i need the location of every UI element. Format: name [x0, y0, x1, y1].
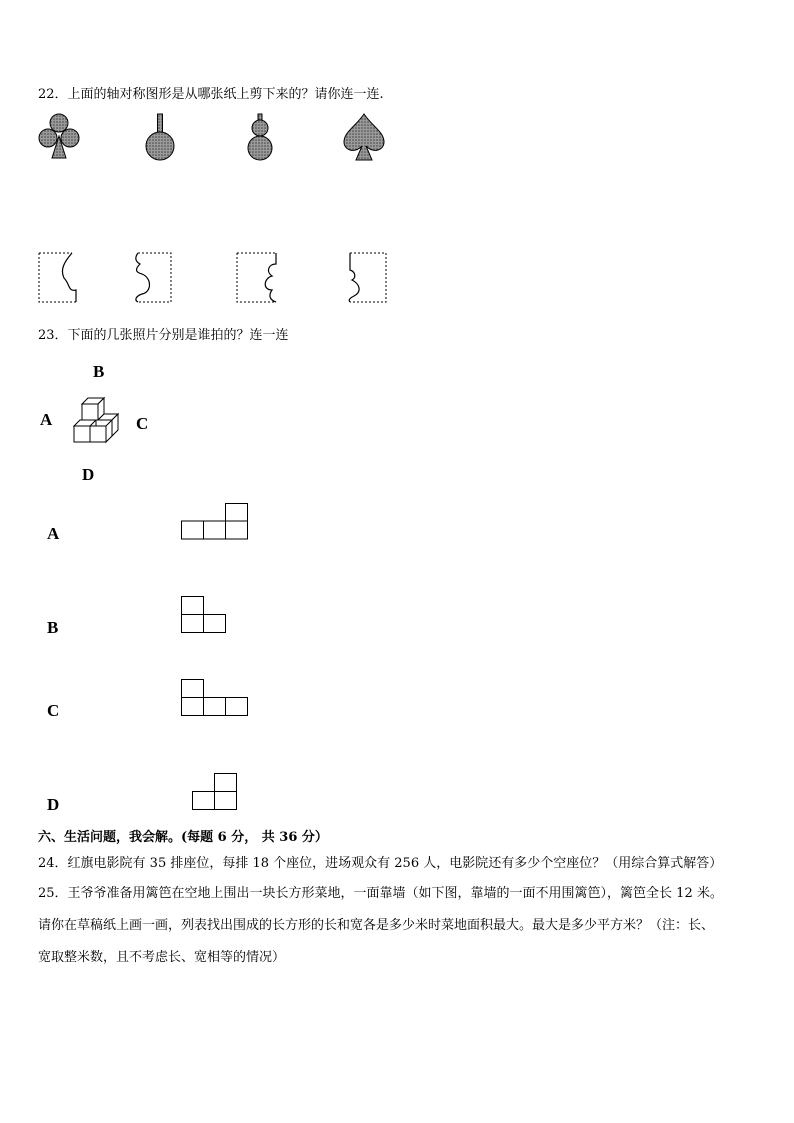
view-d-figure [192, 773, 240, 813]
viewer-label-top: B [93, 362, 105, 381]
club-icon [38, 112, 80, 160]
section-6-title: 六、生活问题，我会解。(每题 6 分， 共 36 分） [38, 830, 328, 845]
spade-icon [340, 112, 388, 162]
view-a-figure [181, 503, 251, 543]
view-c-figure [181, 679, 253, 719]
q24-text: 24．红旗电影院有 35 排座位，每排 18 个座位，进场观众有 256 人，电影院还有多少个空座位？（用综合算式解答） [38, 856, 723, 871]
viewer-label-bottom: D [82, 465, 95, 484]
folded-paper-2 [130, 252, 174, 304]
option-label-a: A [47, 524, 60, 543]
option-label-d: D [47, 795, 60, 814]
q23-text: 23．下面的几张照片分别是谁拍的？连一连 [38, 328, 289, 343]
viewer-label-right: C [136, 414, 149, 433]
q25-line-3: 宽取整米数，且不考虑长、宽相等的情况） [38, 950, 286, 965]
option-label-c: C [47, 701, 60, 720]
cube-stack-figure [70, 396, 122, 450]
folded-paper-3 [236, 252, 280, 304]
view-b-figure [181, 596, 229, 636]
folded-paper-1 [38, 252, 78, 304]
q25-line-2: 请你在草稿纸上画一画，列表找出围成的长方形的长和宽各是多少米时菜地面积最大。最大是多少平方米？（注：长、 [38, 918, 715, 933]
q22-text: 22．上面的轴对称图形是从哪张纸上剪下来的？请你连一连. [38, 87, 384, 102]
gourd-lollipop-icon [140, 112, 180, 162]
option-label-b: B [47, 618, 59, 637]
q25-text [38, 878, 768, 974]
gourd-icon [240, 112, 280, 162]
q25-line-1: 25．王爷爷准备用篱笆在空地上围出一块长方形菜地，一面靠墙（如下图，靠墙的一面不用围篱笆），篱笆全长 12 米。 [38, 886, 723, 901]
folded-paper-4 [344, 252, 390, 304]
viewer-label-left: A [40, 410, 53, 429]
